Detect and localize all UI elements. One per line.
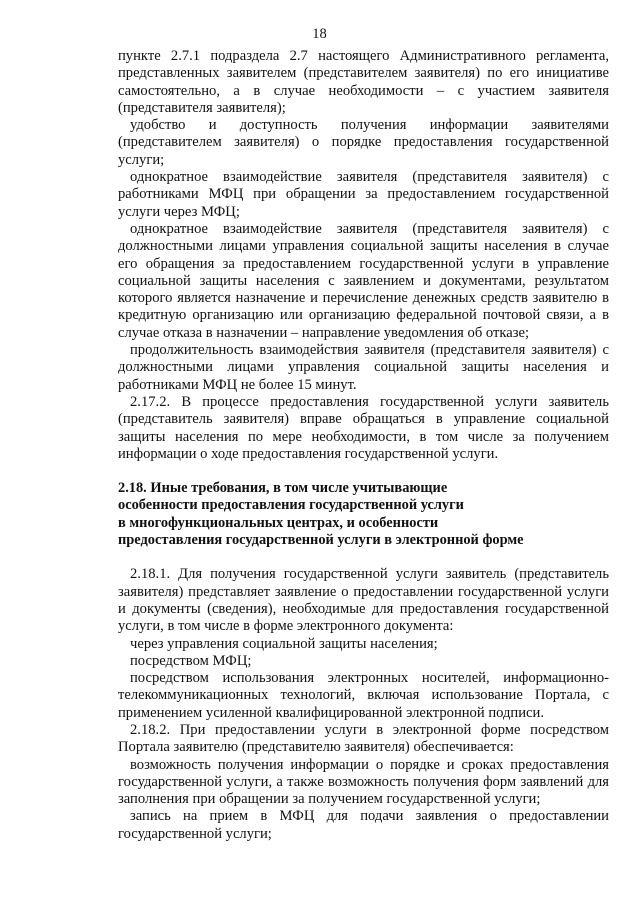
section-heading [118, 480, 609, 549]
paragraph: 2.18.2. При предоставлении услуги в электронной форме посредством Портала заявителю (представителю заявителя) обеспечивается: [118, 721, 609, 756]
paragraph: посредством использования электронных носителей, информационно-телекоммуникационных технологий, включая использование Портала, с применением усиленной квалифицированной электронной подписи. [118, 670, 609, 721]
section-heading-line: предоставления государственной услуги в электронной форме [118, 532, 524, 549]
paragraph: запись на прием в МФЦ для подачи заявления о предоставлении государственной услуги; [118, 808, 609, 842]
paragraphs-bottom [118, 566, 609, 843]
paragraph: продолжительность взаимодействия заявителя (представителя заявителя) с должностными лицами управления социальной защиты населения и работниками МФЦ не более 15 минут. [118, 342, 609, 393]
paragraph: через управления социальной защиты населения; [130, 635, 438, 652]
paragraph: пункте 2.7.1 подраздела 2.7 настоящего Административного регламента, представленных заявителем (представителем заявителя) по его инициативе самостоятельно, а в случае необходимости – с участием заявителя (представителя заявителя); [118, 48, 609, 116]
paragraph: возможность получения информации о порядке и сроках предоставления государственной услуги, а также возможность получения форм заявлений для заполнения при обращении за получением государственной услуги; [118, 756, 609, 808]
section-heading-line: в многофункциональных центрах, и особенности [118, 514, 439, 531]
paragraph: однократное взаимодействие заявителя (представителя заявителя) с работниками МФЦ при обращении за предоставлением государственной услуги через МФЦ; [118, 169, 609, 220]
paragraphs-top [118, 48, 609, 463]
paragraph: 2.17.2. В процессе предоставления государственной услуги заявитель (представитель заявителя) вправе обращаться в управление социальной защиты населения по мере необходимости, в том числе за получением информации о ходе предоставления государственной услуги. [118, 393, 609, 462]
paragraph: 2.18.1. Для получения государственной услуги заявитель (представитель заявителя) представляет заявление о предоставлении государственной услуги и документы (сведения), необходимые для предоставления государственной услуги, в том числе в форме электронного документа: [118, 566, 609, 635]
document-body [118, 48, 609, 843]
section-heading-line: особенности предоставления государственной услуги [118, 497, 464, 514]
section-heading-line: 2.18. Иные требования, в том числе учитывающие [118, 480, 448, 497]
paragraph: удобство и доступность получения информации заявителями (представителем заявителя) о порядке предоставления государственной услуги; [118, 117, 609, 168]
page-number: 18 [312, 26, 327, 42]
paragraph: однократное взаимодействие заявителя (представителя заявителя) с должностными лицами управления социальной защиты населения в случае его обращения за предоставлением государственной услуги в управление социальной защиты населения с заявлением и документами, результатом которого является назначение и перечисление денежных средств заявителю в кредитную организацию или организацию федеральной почтовой связи, а в случае отказа в назначении – направление уведомления об отказе; [118, 220, 609, 341]
paragraph: посредством МФЦ; [130, 652, 252, 669]
